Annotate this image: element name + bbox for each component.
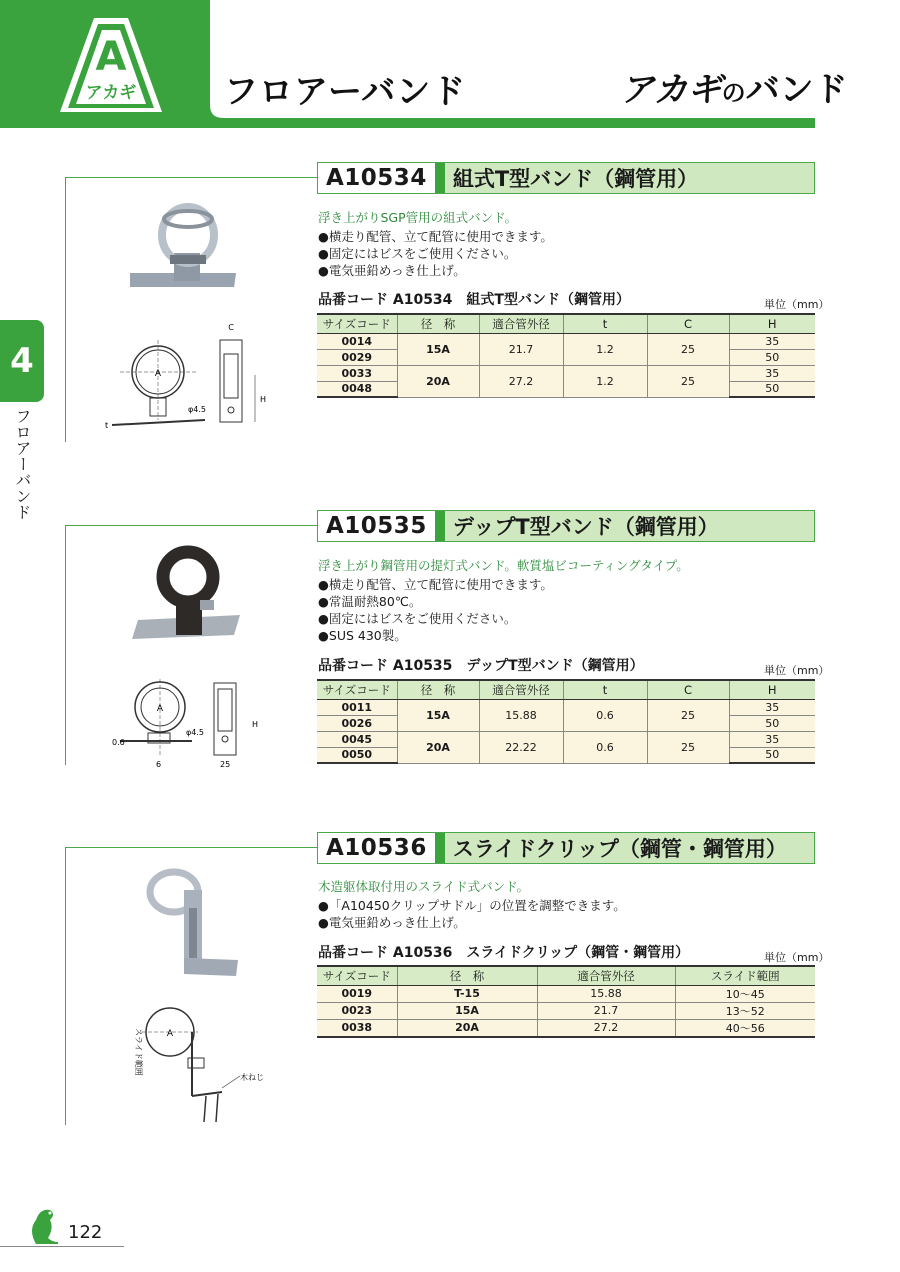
- dim-h: H: [252, 720, 259, 729]
- section-header: [317, 832, 815, 864]
- dim-t: t: [105, 421, 109, 430]
- mascot-icon: [22, 1200, 62, 1246]
- section-frame: [65, 525, 317, 526]
- col-header: サイズコード: [317, 314, 397, 333]
- col-header: C: [647, 680, 729, 699]
- feature-item: ●横走り配管、立て配管に使用できます。: [318, 229, 553, 244]
- dim-a: A: [166, 1029, 174, 1039]
- unit-label: 単位（mm）: [764, 951, 830, 964]
- product-name: スライドクリップ（鋼管・鋼管用）: [452, 837, 787, 861]
- product-name: 組式T型バンド（鋼管用）: [452, 167, 699, 191]
- product-code: A10534: [318, 163, 445, 193]
- feature-list: [318, 576, 553, 644]
- product-photo: [130, 545, 250, 645]
- col-header: t: [563, 314, 647, 333]
- brand-title: [620, 62, 848, 111]
- product-photo: [130, 195, 250, 300]
- section-header: [317, 510, 815, 542]
- section-frame: [65, 177, 66, 442]
- table-row: 0011 15A 15.88 0.6 25 35: [317, 699, 815, 715]
- table-row: 0026 50: [317, 715, 815, 731]
- logo-letter: A: [95, 34, 127, 80]
- section-header: [317, 162, 815, 194]
- col-header: 適合管外径: [479, 314, 563, 333]
- col-header: 適合管外径: [537, 966, 675, 985]
- table-row: 0050 50: [317, 747, 815, 763]
- dim-w: 25: [220, 760, 231, 769]
- feature-list: [318, 228, 553, 279]
- table-row: 0033 20A 27.2 1.2 25 35: [317, 365, 815, 381]
- dimension-drawing: [112, 675, 277, 770]
- dim-phi: φ4.5: [188, 405, 206, 414]
- table-header-row: [317, 966, 815, 985]
- page-number: 122: [68, 1222, 103, 1243]
- section-frame: [65, 177, 317, 178]
- table-row: 0045 20A 22.22 0.6 25 35: [317, 731, 815, 747]
- product-name: デップT型バンド（鋼管用）: [452, 515, 719, 539]
- section-frame: [65, 525, 66, 765]
- product-photo: [140, 868, 250, 980]
- product-code: A10536: [318, 833, 445, 863]
- logo-name: アカギ: [85, 83, 137, 103]
- feature-item: ●固定にはビスをご使用ください。: [318, 611, 517, 626]
- brand-no: の: [721, 79, 746, 107]
- chapter-tab: 4: [0, 320, 44, 402]
- dim-h: H: [260, 395, 267, 404]
- unit-label: 単位（mm）: [764, 664, 830, 677]
- col-header: 適合管外径: [479, 680, 563, 699]
- table-header-row: [317, 680, 815, 699]
- col-header: サイズコード: [317, 680, 397, 699]
- feature-item: ●電気亜鉛めっき仕上げ。: [318, 263, 466, 278]
- col-header: 径 称: [397, 314, 479, 333]
- table-row: 0014 15A 21.7 1.2 25 35: [317, 333, 815, 349]
- slide-label: スライド範囲: [134, 1028, 143, 1076]
- feature-item: ●横走り配管、立て配管に使用できます。: [318, 577, 553, 592]
- col-header: スライド範囲: [675, 966, 815, 985]
- feature-item: ●常温耐熱80℃。: [318, 594, 422, 609]
- dim-w: 6: [156, 760, 162, 769]
- table-caption: 品番コード A10535 デップT型バンド（鋼管用）: [318, 658, 644, 674]
- brand-main: アカギ: [620, 70, 722, 110]
- section-frame: [65, 847, 317, 848]
- dim-a: A: [154, 369, 162, 379]
- col-header: サイズコード: [317, 966, 397, 985]
- table-row: 0048 50: [317, 381, 815, 397]
- screw-label: 木ねじ: [240, 1073, 264, 1082]
- table-header-row: [317, 314, 815, 333]
- dim-t: 0.6: [112, 738, 125, 747]
- table-row: 0029 50: [317, 349, 815, 365]
- table-row: 0038 20A 27.2 40〜56: [317, 1019, 815, 1037]
- unit-label: 単位（mm）: [764, 298, 830, 311]
- spec-table: [317, 679, 815, 764]
- dim-c: C: [228, 323, 234, 332]
- spec-table: [317, 313, 815, 398]
- chapter-label: フロアーバンド: [13, 408, 32, 520]
- feature-item: ●固定にはビスをご使用ください。: [318, 246, 517, 261]
- dim-phi: φ4.5: [186, 728, 204, 737]
- dimension-drawing: [100, 320, 275, 440]
- feature-item: ●電気亜鉛めっき仕上げ。: [318, 915, 466, 930]
- table-row: 0019 T-15 15.88 10〜45: [317, 985, 815, 1002]
- product-code: A10535: [318, 511, 445, 541]
- col-header: H: [729, 314, 815, 333]
- lead-text: 浮き上がりSGP管用の組式バンド。: [318, 210, 518, 225]
- dimension-drawing: [122, 1000, 282, 1125]
- table-row: 0023 15A 21.7 13〜52: [317, 1002, 815, 1019]
- feature-list: [318, 897, 626, 931]
- table-caption: 品番コード A10534 組式T型バンド（鋼管用）: [318, 292, 630, 308]
- footer-rule: [0, 1246, 124, 1247]
- akagi-logo: [52, 12, 170, 117]
- col-header: 径 称: [397, 680, 479, 699]
- page-title: フロアーバンド: [224, 72, 467, 112]
- feature-item: ●「A10450クリップサドル」の位置を調整できます。: [318, 898, 626, 913]
- col-header: C: [647, 314, 729, 333]
- section-frame: [65, 847, 66, 1125]
- spec-table: [317, 965, 815, 1038]
- lead-text: 浮き上がり鋼管用の提灯式バンド。軟質塩ビコーティングタイプ。: [318, 558, 689, 573]
- col-header: H: [729, 680, 815, 699]
- col-header: t: [563, 680, 647, 699]
- feature-item: ●SUS 430製。: [318, 628, 407, 643]
- table-caption: 品番コード A10536 スライドクリップ（鋼管・鋼管用）: [318, 945, 690, 961]
- lead-text: 木造躯体取付用のスライド式バンド。: [318, 879, 530, 894]
- col-header: 径 称: [397, 966, 537, 985]
- dim-a: A: [156, 704, 164, 714]
- brand-suffix: バンド: [745, 70, 848, 110]
